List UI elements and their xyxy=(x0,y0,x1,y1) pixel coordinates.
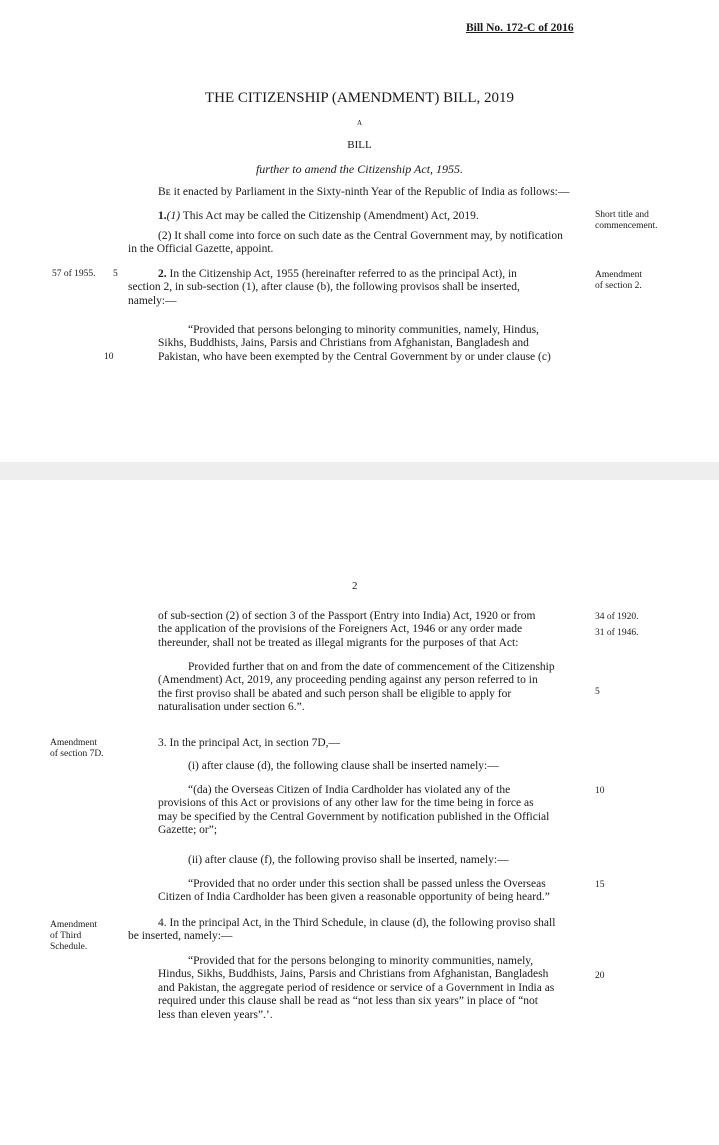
margin-amend2-line2: of section 2. xyxy=(595,281,642,291)
clause-da-line3: may be specified by the Central Government by notification published in the Official xyxy=(158,810,550,823)
margin-ref-1946: 31 of 1946. xyxy=(595,628,639,638)
proviso-opportunity-line1: “Provided that no order under this section shall be passed unless the Overseas xyxy=(188,878,546,890)
proviso-residence xyxy=(158,955,588,1022)
proviso-1-line3: Pakistan, who have been exempted by the Central Government by or under clause (c) xyxy=(158,350,551,363)
proviso-cont-line2: the application of the provisions of the Foreigners Act, 1946 or any order made xyxy=(158,623,523,636)
section-3-clause-i: (i) after clause (d), the following clause shall be inserted namely:— xyxy=(188,760,499,772)
section-2-line1 xyxy=(128,268,588,281)
line-number-15: 15 xyxy=(595,880,605,890)
proviso-residence-line4: required under this clause shall be read as “not less than six years” in place of “not xyxy=(158,995,539,1008)
bill-number: Bill No. 172-C of 2016 xyxy=(466,22,574,34)
section-1-sub-2 xyxy=(128,230,588,257)
proviso-residence-line3: and Pakistan, the aggregate period of residence or service of a Government in India as xyxy=(158,981,555,994)
line-number-5: 5 xyxy=(113,269,118,279)
section-2 xyxy=(128,268,588,308)
section-1-sub-2-line2: in the Official Gazette, appoint. xyxy=(128,243,274,256)
section-3: 3. In the principal Act, in section 7D,— xyxy=(158,737,341,749)
page-1 xyxy=(0,0,719,462)
proviso-1 xyxy=(158,324,588,364)
margin-short-title xyxy=(595,210,658,232)
article-a: A xyxy=(356,119,363,127)
proviso-continued xyxy=(158,610,588,650)
section-2-line1-text: In the Citizenship Act, 1955 (hereinafter referred to as the principal Act), in xyxy=(166,268,517,280)
page-2 xyxy=(0,480,719,1145)
section-4-line1: 4. In the principal Act, in the Third Schedule, in clause (d), the following proviso shall xyxy=(158,917,556,929)
margin-amend2-line1: Amendment xyxy=(595,270,642,280)
proviso-further-line4: naturalisation under section 6.”. xyxy=(158,701,305,714)
margin-amendment-section-7d xyxy=(50,738,104,760)
section-2-number: 2. xyxy=(158,268,167,280)
clause-da xyxy=(158,784,588,838)
line-number-10: 10 xyxy=(595,786,605,796)
margin-7d-line1: Amendment xyxy=(50,738,97,748)
section-1-number: 1. xyxy=(158,210,167,222)
margin-ref-1920: 34 of 1920. xyxy=(595,612,639,622)
bill-label: BILL xyxy=(347,139,372,151)
long-title: further to amend the Citizenship Act, 1955. xyxy=(255,162,464,176)
line-number-10: 10 xyxy=(104,352,114,362)
section-1-sub-marker: (1) xyxy=(166,210,181,222)
margin-amendment-third-schedule xyxy=(50,920,97,953)
left-reference-1955: 57 of 1955. xyxy=(52,269,96,279)
section-3-clause-ii: (ii) after clause (f), the following proviso shall be inserted, namely:— xyxy=(188,854,509,866)
enacting-formula: Bᴇ it enacted by Parliament in the Sixty-ninth Year of the Republic of India as follows:— xyxy=(158,186,570,198)
margin-3s-line1: Amendment xyxy=(50,920,97,930)
proviso-further-line3: the first proviso shall be abated and such person shall be eligible to apply for xyxy=(158,687,512,700)
margin-3s-line3: Schedule. xyxy=(50,942,88,952)
section-1-sub-2-line1: (2) It shall come into force on such date as the Central Government may, by notification xyxy=(158,230,563,242)
proviso-opportunity xyxy=(158,878,588,905)
page-number: 2 xyxy=(352,580,358,592)
section-1-sub-1 xyxy=(158,210,588,223)
proviso-1-line2: Sikhs, Buddhists, Jains, Parsis and Christians from Afghanistan, Bangladesh and xyxy=(158,337,529,350)
clause-da-line1: “(da) the Overseas Citizen of India Cardholder has violated any of the xyxy=(188,784,511,796)
margin-short-title-line1: Short title and xyxy=(595,210,649,220)
section-4-line2: be inserted, namely:— xyxy=(128,930,233,943)
proviso-residence-line1: “Provided that for the persons belonging to minority communities, namely, xyxy=(188,955,534,967)
margin-3s-line2: of Third xyxy=(50,931,82,941)
proviso-cont-line3: thereunder, shall not be treated as illegal migrants for the purposes of that Act: xyxy=(158,636,519,649)
section-1-text: This Act may be called the Citizenship (Amendment) Act, 2019. xyxy=(180,210,479,222)
proviso-further xyxy=(158,661,588,715)
margin-7d-line2: of section 7D. xyxy=(50,749,104,759)
proviso-cont-line1: of sub-section (2) of section 3 of the Passport (Entry into India) Act, 1920 or from xyxy=(158,610,536,622)
bill-title: THE CITIZENSHIP (AMENDMENT) BILL, 2019 xyxy=(205,90,514,106)
clause-da-line2: provisions of this Act or provisions of any other law for the time being in force as xyxy=(158,797,534,810)
proviso-opportunity-line2: Citizen of India Cardholder has been given a reasonable opportunity of being heard.” xyxy=(158,891,550,904)
proviso-further-line1: Provided further that on and from the date of commencement of the Citizenship xyxy=(188,661,555,673)
section-2-line2: section 2, in sub-section (1), after clause (b), the following provisos shall be inserted, xyxy=(128,281,520,294)
margin-amendment-section-2 xyxy=(595,270,642,292)
line-number-20: 20 xyxy=(595,971,605,981)
page-divider xyxy=(0,462,719,480)
proviso-further-line2: (Amendment) Act, 2019, any proceeding pending against any person referred to in xyxy=(158,674,538,687)
section-4 xyxy=(128,917,588,944)
clause-da-line4: Gazette; or”; xyxy=(158,824,218,837)
section-2-line3: namely:— xyxy=(128,294,177,307)
margin-short-title-line2: commencement. xyxy=(595,221,658,231)
proviso-residence-line5: less than eleven years”.’. xyxy=(158,1008,273,1021)
line-number-5: 5 xyxy=(595,687,600,697)
proviso-residence-line2: Hindus, Sikhs, Buddhists, Jains, Parsis and Christians from Afghanistan, Bangladesh xyxy=(158,968,549,981)
proviso-1-line1: “Provided that persons belonging to minority communities, namely, Hindus, xyxy=(188,324,539,336)
